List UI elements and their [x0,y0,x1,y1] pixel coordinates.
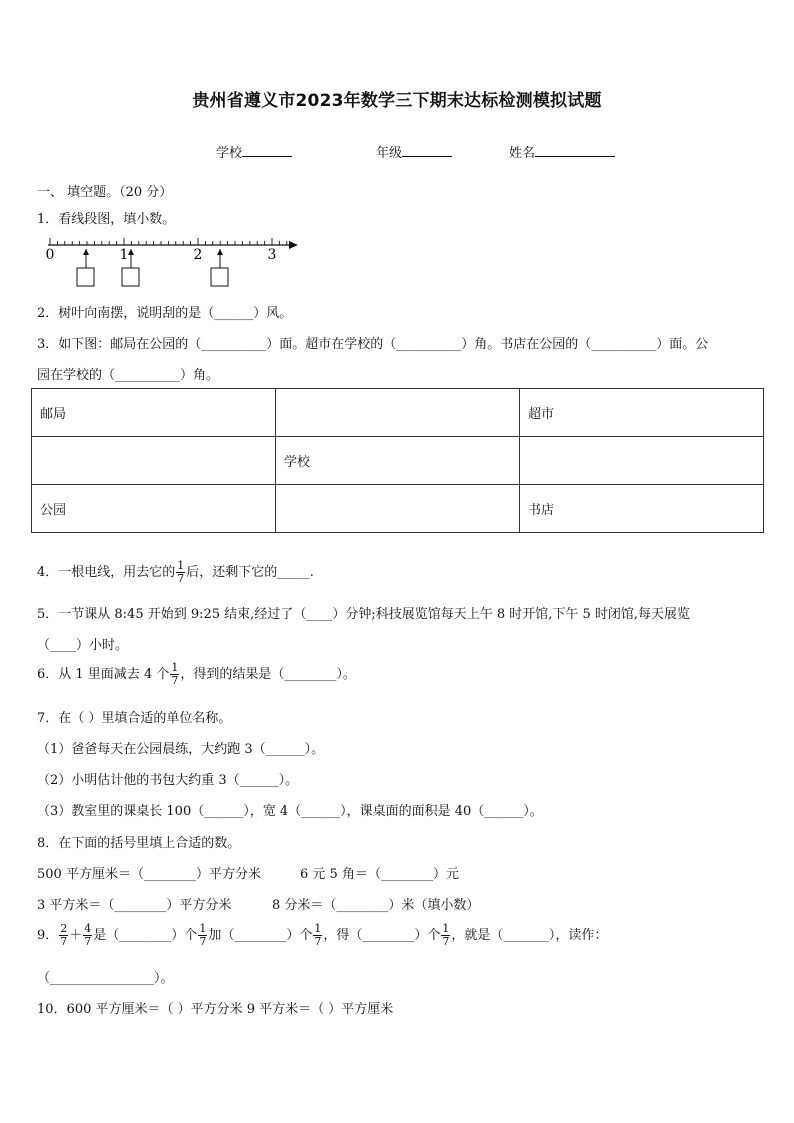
direction-table [31,388,764,533]
number-line-ticks [50,238,287,245]
fraction-numerator: 1 [314,922,322,935]
grade-blank[interactable] [402,144,452,157]
cell-park: 公园 [32,485,276,533]
school-label: 学校 [216,146,243,161]
question-3-line1: 3．如下图：邮局在公园的（__________）面。超市在学校的（__________）角。书店在公园的（__________）面。公 [37,337,709,352]
cell-empty [276,389,520,437]
page-title: 贵州省遵义市2023年数学三下期末达标检测模拟试题 [192,91,602,111]
pointer-1-head [83,249,89,255]
answer-box-2[interactable] [122,268,139,286]
cell-empty [32,437,276,485]
question-7-sub1: （1）爸爸每天在公园晨练，大约跑 3（______）。 [37,742,325,757]
fraction-numerator: 1 [442,922,450,935]
fraction-numerator: 1 [199,922,207,935]
fraction-denominator: 7 [442,935,450,948]
question-6 [37,662,356,687]
grade-field[interactable] [376,142,452,161]
question-8-item2: 6 元 5 角＝（________）元 [300,867,459,882]
question-9-number: 9． [37,928,59,943]
question-9-text-a: 是（________）个 [93,928,198,943]
name-blank[interactable] [535,144,615,157]
question-7-sub2: （2）小明估计他的书包大约重 3（______）。 [37,773,299,788]
fraction-denominator: 7 [60,935,68,948]
name-label: 姓名 [509,146,536,161]
pointer-2-head [128,249,134,255]
name-field[interactable] [509,142,615,161]
pointer-3-head [217,249,223,255]
question-4-text-b: 后，还剩下它的_____. [186,565,314,580]
section-heading: 一、 填空题。（20 分） [37,185,173,200]
question-4-text-a: 4．一根电线，用去它的 [37,565,176,580]
question-10: 10．600 平方厘米＝（ ）平方分米 9 平方米＝（ ）平方厘米 [37,1002,394,1017]
question-6-text-a: 6．从 1 里面减去 4 个 [37,667,170,682]
fraction [83,923,92,948]
question-8-item3: 3 平方米＝（________）平方分米 [37,898,232,913]
answer-box-3[interactable] [211,268,228,286]
question-5-line2: （____）小时。 [37,638,129,653]
question-9-text-c: ，得（________）个 [323,928,441,943]
fraction-denominator: 7 [84,935,92,948]
fraction-numerator: 1 [177,559,185,572]
cell-post-office: 邮局 [32,389,276,437]
grade-label: 年级 [376,146,403,161]
number-line-label-2: 2 [193,247,203,263]
school-blank[interactable] [242,144,292,157]
cell-empty [276,485,520,533]
fraction-denominator: 7 [177,572,185,585]
school-field[interactable] [216,142,292,161]
fraction-numerator: 1 [171,661,179,674]
cell-bookstore: 书店 [520,485,764,533]
question-8-item1: 500 平方厘米＝（________）平方分米 [37,867,261,882]
number-line-label-3: 3 [267,247,277,263]
fraction [313,923,322,948]
question-7: 7．在（ ）里填合适的单位名称。 [37,711,232,726]
answer-box-1[interactable] [77,268,94,286]
fraction [176,560,185,585]
question-4 [37,560,314,585]
fraction [170,662,179,687]
question-2: 2．树叶向南摆，说明刮的是（______）风。 [37,306,293,321]
number-line [40,230,310,292]
question-6-text-b: ，得到的结果是（________）。 [180,667,356,682]
cell-supermarket: 超市 [520,389,764,437]
fraction [198,923,207,948]
question-1: 1．看线段图，填小数。 [37,212,176,227]
question-9-line1 [37,923,607,948]
fraction-numerator: 2 [60,922,68,935]
question-3-line2: 园在学校的（__________）角。 [37,368,220,383]
cell-school: 学校 [276,437,520,485]
fraction-numerator: 4 [84,922,92,935]
number-line-label-0: 0 [45,247,55,263]
number-line-label-1: 1 [119,247,129,263]
question-9-text-d: ，就是（_______），读作： [451,928,608,943]
cell-empty [520,437,764,485]
question-5-line1: 5．一节课从 8:45 开始到 9:25 结束,经过了（____）分钟;科技展览馆每天上午 8 时开馆,下午 5 时闭馆,每天展览 [37,607,691,622]
fraction [59,923,68,948]
fraction-denominator: 7 [199,935,207,948]
fraction-denominator: 7 [314,935,322,948]
number-line-arrow [289,241,298,249]
question-8-item4: 8 分米＝（________）米（填小数） [272,898,480,913]
question-7-sub3: （3）教室里的课桌长 100（______），宽 4（______），课桌面的面积是 40（______）。 [37,804,543,819]
plus-sign: ＋ [69,928,83,943]
fraction [441,923,450,948]
question-9-text-b: 加（________）个 [208,928,313,943]
question-9-line2: （________________）。 [37,971,174,986]
fraction-denominator: 7 [171,674,179,687]
question-8: 8．在下面的括号里填上合适的数。 [37,836,241,851]
